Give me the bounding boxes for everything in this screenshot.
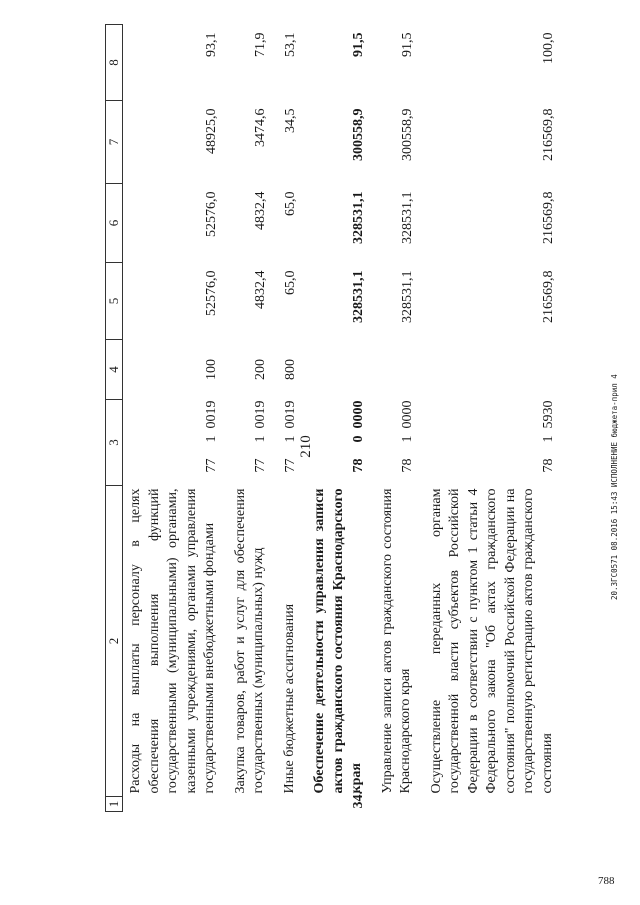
row-value-plan: 328531,1: [350, 270, 366, 323]
table-row-section: [307, 25, 375, 812]
table-row: [424, 25, 558, 812]
row-code-b: [228, 400, 277, 446]
row-code-a: 78: [541, 458, 556, 473]
file-stamp: 20.3ГС0571 08.2016 15:43 ИСПОЛНЕНИЕ бюджета-прил 4: [610, 374, 619, 600]
header-cell-4: 4: [106, 340, 123, 400]
row-value-percent: 93,1: [203, 32, 219, 57]
page-number: 210: [297, 435, 314, 458]
row-code-a: 77: [283, 458, 298, 473]
row-value-percent: 91,5: [399, 32, 415, 57]
budget-table: [105, 24, 557, 812]
row-value-refined: 328531,1: [350, 191, 366, 244]
row-code-c: 5930: [541, 400, 556, 429]
row-code-d: 100: [203, 359, 219, 380]
row-value-plan: 216569,8: [541, 270, 556, 323]
row-name: Иные бюджетные ассигнования: [281, 603, 297, 794]
row-name: Обеспечение деятельности управления записи актов гражданского состояния Краснодарского края: [312, 488, 364, 794]
row-value-plan: 65,0: [283, 270, 298, 295]
row-value-percent: 71,9: [252, 32, 268, 57]
row-code-b: [123, 400, 228, 446]
row-code-sub: 1: [283, 435, 298, 443]
table-row: [123, 25, 228, 812]
row-code-a: 77: [203, 458, 219, 473]
row-value-actual: 300558,9: [350, 108, 366, 161]
row-code-b: [424, 400, 558, 446]
row-number: [228, 797, 277, 812]
row-code-d: [307, 340, 375, 400]
row-number: [277, 797, 308, 812]
row-value-percent: 91,5: [350, 32, 366, 57]
row-code-c: 0019: [283, 400, 298, 429]
row-value-actual: 48925,0: [203, 108, 219, 154]
row-name: Расходы на выплаты персоналу в целях обеспечения выполнения функций государственными (муниципальными) органами, казенными учреждениями, органами управления государственными внебюджетными фондами: [128, 488, 217, 794]
row-code-a: 77: [252, 458, 268, 473]
row-name: Управление записи актов гражданского состояния Краснодарского края: [379, 488, 413, 794]
row-value-actual: 300558,9: [399, 108, 415, 161]
row-value-refined: 328531,1: [399, 191, 415, 244]
row-code-b: [307, 400, 375, 446]
row-value-percent: 100,0: [541, 32, 556, 64]
table-row: [228, 25, 277, 812]
row-code-d: 200: [252, 359, 268, 380]
row-code-sub: 1: [399, 435, 415, 443]
sheet-number: 788: [598, 875, 615, 887]
row-code-sub: 1: [203, 435, 219, 443]
budget-table-container: [105, 25, 568, 812]
row-value-refined: 65,0: [283, 191, 298, 216]
row-value-refined: 52576,0: [203, 191, 219, 237]
row-code-sub: 0: [350, 435, 366, 443]
row-code-sub: 1: [252, 435, 268, 443]
row-code-a: 78: [399, 458, 415, 473]
header-cell-6: 6: [106, 184, 123, 263]
header-cell-8: 8: [106, 25, 123, 101]
row-value-plan: 328531,1: [399, 270, 415, 323]
row-code-a: 78: [350, 458, 366, 473]
row-code-d: [375, 340, 424, 400]
row-name: Закупка товаров, работ и услуг для обеспечения государственных (муниципальных) нужд: [232, 488, 266, 794]
row-value-refined: 216569,8: [541, 191, 556, 244]
row-code-c: 0019: [252, 400, 268, 429]
row-number: 34.: [350, 791, 366, 809]
row-code-sub: 1: [541, 435, 556, 443]
header-row: [106, 25, 123, 812]
header-cell-7: 7: [106, 101, 123, 184]
row-code-c: 0019: [203, 400, 219, 429]
header-cell-1: 1: [106, 797, 123, 812]
row-code-c: 0000: [350, 400, 366, 429]
table-row: [277, 25, 308, 812]
row-code-d: [424, 340, 558, 400]
row-number: [375, 797, 424, 812]
header-cell-5: 5: [106, 263, 123, 340]
row-value-refined: 4832,4: [252, 191, 268, 230]
header-cell-3: 3: [106, 400, 123, 486]
row-number: [424, 797, 558, 812]
row-value-plan: 52576,0: [203, 270, 219, 316]
row-number: [123, 797, 228, 812]
row-code-b: [277, 400, 308, 446]
row-code-c: 0000: [399, 400, 415, 429]
table-row: [375, 25, 424, 812]
row-value-actual: 3474,6: [252, 108, 268, 147]
row-code-d: 800: [283, 359, 298, 380]
row-value-actual: 216569,8: [541, 108, 556, 161]
header-cell-2: 2: [106, 486, 123, 797]
row-value-actual: 34,5: [283, 108, 298, 133]
row-value-plan: 4832,4: [252, 270, 268, 309]
row-value-percent: 53,1: [283, 32, 298, 57]
row-name: Осуществление переданных органам государственной власти субъектов Российской Федерации в соответствии с пунктом 1 статьи 4 Федерального закона "Об актах гражданского состояния" полномочий Российской Федерации на государственную регистрацию актов гражданского состояния: [428, 488, 555, 794]
row-code-b: [375, 400, 424, 446]
